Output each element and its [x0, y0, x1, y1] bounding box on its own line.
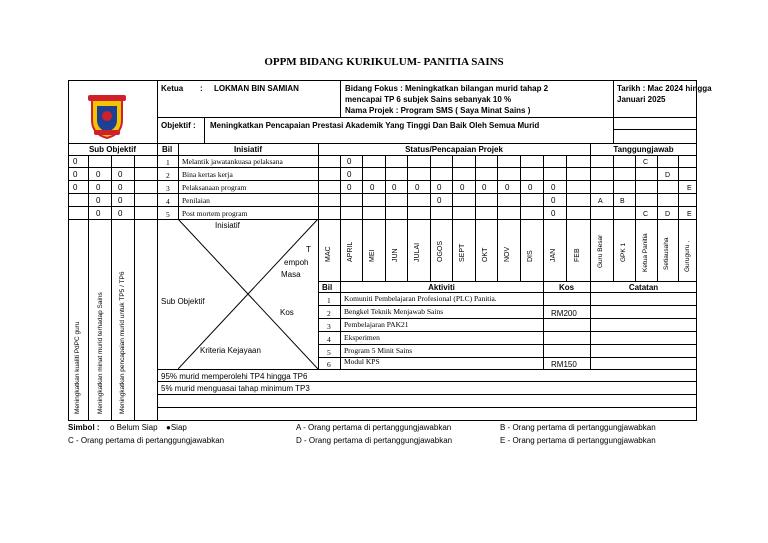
activity-name: Pembelajaran PAK21 [344, 320, 409, 329]
legend-belum-siap: o Belum Siap [110, 423, 158, 432]
month-label: SEPT [459, 243, 466, 262]
responsibility-mark: E [687, 211, 692, 218]
objektif-value: Meningkatkan Pencapaian Prestasi Akademik Yang Tinggi Dan Baik Oleh Semua Murid [210, 121, 540, 130]
status-header: Status/Pencapaian Projek [405, 145, 503, 154]
sub-objective-mark: 0 [118, 196, 123, 205]
responsibility-mark: E [687, 185, 692, 192]
role-label: Guru Besar [597, 234, 604, 268]
sub-objective-statement: Meningkatkan minat murid terhadap Sains [97, 292, 104, 414]
catatan-header: Catatan [628, 283, 659, 292]
status-mark: 0 [370, 183, 375, 192]
criteria-item: 95% murid memperolehi TP4 hingga TP6 [161, 372, 308, 381]
sub-objective-mark: 0 [96, 196, 101, 205]
status-mark: 0 [551, 183, 556, 192]
legend-c: C - Orang pertama di pertanggungjawabkan [68, 436, 225, 445]
status-mark: 0 [437, 183, 442, 192]
ketua-colon: : [200, 84, 203, 93]
role-label: Ketua Panitia [642, 233, 649, 272]
activity-name: Program 5 Minit Sains [344, 346, 413, 355]
month-label: MAC [325, 246, 332, 262]
month-label: FEB [574, 248, 581, 262]
kos-header: Kos [558, 283, 575, 292]
activity-kos: RM200 [551, 309, 577, 318]
task-name: Bina kertas kerja [182, 170, 233, 179]
sub-objektif-header: Sub Objektif [88, 145, 137, 154]
role-label: Setiausaha [663, 237, 670, 270]
sub-objective-mark: 0 [73, 183, 78, 192]
month-label: OGOS [437, 240, 444, 262]
legend-a: A - Orang pertama di pertanggungjawabkan [296, 423, 452, 432]
status-mark: 0 [551, 196, 556, 205]
month-label: JAN [550, 248, 557, 262]
school-logo-icon [84, 92, 130, 140]
status-mark: 0 [528, 183, 533, 192]
role-label: GPK 1 [620, 242, 627, 262]
diagram-masa-1: empoh [284, 258, 309, 267]
activity-name: Komuniti Pembelajaran Profesional (PLC) Panitia. [344, 294, 497, 303]
status-mark: 0 [482, 183, 487, 192]
activity-bil: 3 [327, 322, 331, 331]
task-name: Penilaian [182, 196, 210, 205]
sub-objective-mark: 0 [73, 170, 78, 179]
legend-d: D - Orang pertama di pertanggungjawabkan [296, 436, 453, 445]
sub-objective-mark: 0 [118, 209, 123, 218]
task-bil: 3 [166, 184, 170, 193]
page-title: OPPM BIDANG KURIKULUM- PANITIA SAINS [264, 56, 504, 68]
responsibility-mark: D [665, 211, 671, 218]
task-bil: 5 [166, 210, 170, 219]
diagram-kos: Kos [280, 308, 294, 317]
task-name: Post mortem program [182, 209, 248, 218]
status-mark: 0 [415, 183, 420, 192]
sub-objective-mark: 0 [118, 183, 123, 192]
diagram-masa-2: Masa [281, 270, 301, 279]
month-label: OKT [482, 247, 489, 262]
month-label: JULAI [414, 242, 421, 262]
legend-siap: ●Siap [166, 423, 187, 432]
status-mark: 0 [505, 183, 510, 192]
responsibility-mark: C [643, 159, 649, 166]
diagram-masa-t: T [306, 245, 311, 254]
month-label: APRIL [347, 241, 354, 262]
status-mark: 0 [347, 170, 352, 179]
activity-name: Modul KPS [344, 357, 380, 366]
month-label: NOV [504, 246, 511, 262]
status-mark: 0 [347, 157, 352, 166]
month-label: DIS [527, 250, 534, 262]
sub-objective-mark: 0 [118, 170, 123, 179]
nama-projek: Nama Projek : Program SMS ( Saya Minat Sains ) [345, 106, 531, 115]
tanggungjawab-header: Tanggungjawab [613, 145, 674, 154]
diagram-sub-objektif: Sub Objektif [161, 297, 205, 306]
sub-objective-mark: 0 [96, 170, 101, 179]
diagram-kriteria: Kriteria Kejayaan [200, 346, 261, 355]
aktiviti-header: Aktiviti [428, 283, 455, 292]
legend-e: E - Orang pertama di pertanggungjawabkan [500, 436, 656, 445]
activity-bil: 2 [327, 309, 331, 318]
tarikh-line-1: Tarikh : Mac 2024 hingga [617, 84, 712, 93]
activity-name: Bengkel Teknik Menjawab Sains [344, 307, 444, 316]
month-label: JUN [392, 248, 399, 262]
tarikh-line-2: Januari 2025 [617, 95, 666, 104]
responsibility-mark: C [643, 211, 649, 218]
bidang-fokus-line-1: Bidang Fokus : Meningkatkan bilangan murid tahap 2 [345, 84, 549, 93]
status-mark: 0 [460, 183, 465, 192]
aktiviti-bil-header: Bil [322, 283, 333, 292]
responsibility-mark: A [598, 198, 603, 205]
activity-bil: 4 [327, 335, 331, 344]
criteria-item: 5% murid menguasai tahap minimum TP3 [161, 384, 310, 393]
status-mark: 0 [347, 183, 352, 192]
task-bil: 4 [166, 197, 170, 206]
legend-b: B - Orang pertama di pertanggungjawabkan [500, 423, 656, 432]
task-name: Melantik jawatankuasa pelaksana [182, 157, 283, 166]
activity-name: Eksperimen [344, 333, 380, 342]
sub-objective-mark: 0 [73, 157, 78, 166]
activity-bil: 1 [327, 296, 331, 305]
status-mark: 0 [551, 209, 556, 218]
sub-objective-statement: Meningkatkan kualiti PdPC guru [74, 321, 81, 414]
ketua-label: Ketua [161, 84, 184, 93]
activity-kos: RM150 [551, 360, 577, 369]
month-label: MEI [369, 249, 376, 262]
task-bil: 1 [166, 158, 170, 167]
legend-simbol: Simbol : [68, 423, 100, 432]
role-label: Guruguru , [684, 240, 691, 272]
sub-objective-mark: 0 [96, 209, 101, 218]
bil-header: Bil [162, 145, 173, 154]
bidang-fokus-line-2: mencapai TP 6 subjek Sains sebanyak 10 % [345, 95, 512, 104]
task-name: Pelaksanaan program [182, 183, 247, 192]
responsibility-mark: B [620, 198, 625, 205]
activity-bil: 6 [327, 360, 331, 369]
ketua-value: LOKMAN BIN SAMIAN [214, 84, 299, 93]
sub-objective-mark: 0 [96, 183, 101, 192]
responsibility-mark: D [665, 172, 671, 179]
status-mark: 0 [392, 183, 397, 192]
diagram-inisiatif: Inisiatif [215, 221, 240, 230]
objektif-label: Objektif : [161, 121, 196, 130]
inisiatif-header: Inisiatif [233, 145, 262, 154]
status-mark: 0 [437, 196, 442, 205]
sub-objective-statement: Meningkatkan pencapaian murid untuk TP5 / TP6 [119, 271, 126, 414]
activity-bil: 5 [327, 348, 331, 357]
task-bil: 2 [166, 171, 170, 180]
